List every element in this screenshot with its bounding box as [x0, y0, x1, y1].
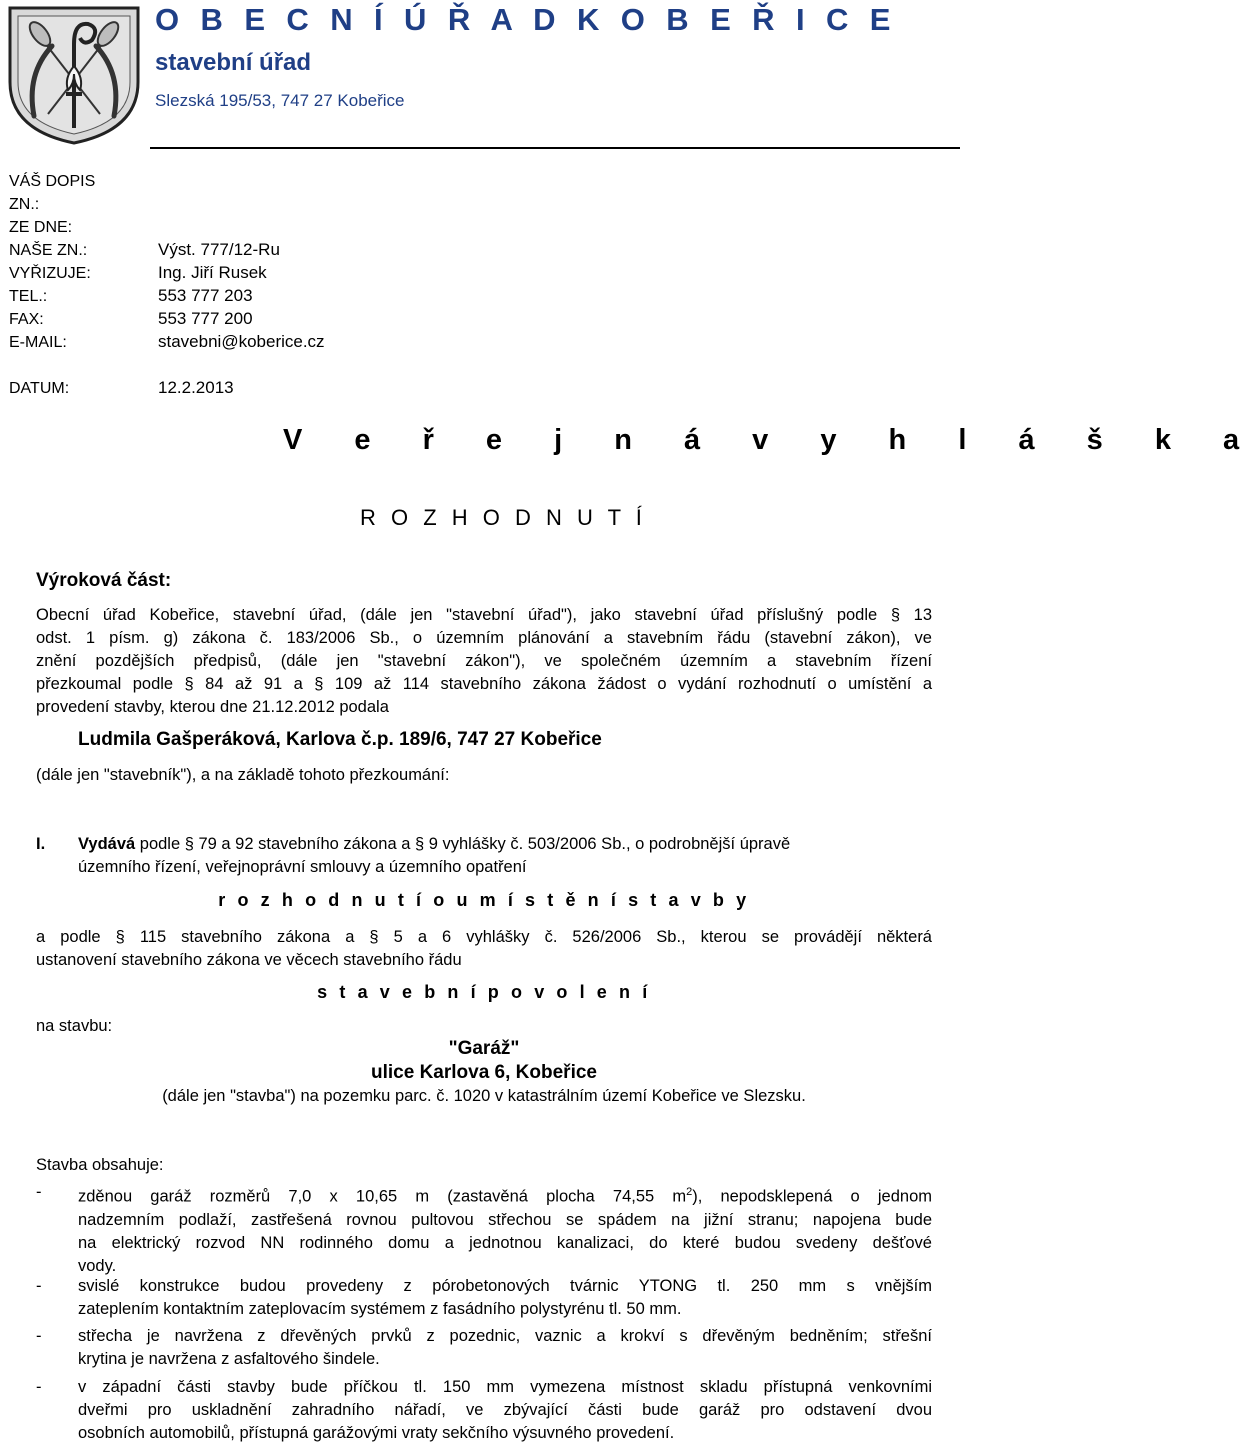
paragraph-line: vody.: [78, 1256, 117, 1275]
label-na-stavbu: na stavbu:: [36, 1017, 113, 1035]
paragraph-povoleni: [36, 926, 932, 972]
item-line-1: [78, 835, 790, 854]
office-address: Slezská 195/53, 747 27 Kobeřice: [155, 91, 405, 110]
bullet-item-walls: [78, 1275, 932, 1321]
paragraph-line: ustanovení stavebního zákona ve věcech stavebního řádu: [36, 951, 462, 969]
value-email: stavebni@koberice.cz: [158, 332, 325, 351]
bullet-text: ), nepodsklepená o jednom: [692, 1187, 932, 1206]
heading-vyrokova-cast: Výroková část:: [36, 570, 172, 591]
label-datum: DATUM:: [9, 380, 70, 397]
paragraph-intro: [36, 604, 932, 719]
label-nase-zn: NAŠE ZN.:: [9, 242, 88, 259]
superscript-2: 2: [686, 1186, 693, 1198]
label-vyrizuje: VYŘIZUJE:: [9, 265, 91, 282]
label-zn: ZN.:: [9, 196, 40, 213]
bullet-dash: -: [36, 1327, 42, 1345]
paragraph-line: krytina je navržena z asfaltového šindele.: [78, 1350, 380, 1368]
paragraph-line: Obecní úřad Kobeřice, stavební úřad, (dále jen "stavební úřad"), jako stavební úřad příslušný podle § 13: [36, 606, 932, 624]
label-ze-dne: ZE DNE:: [9, 219, 73, 236]
office-subtitle: stavební úřad: [155, 49, 312, 76]
label-tel: TEL.:: [9, 288, 48, 305]
coat-of-arms-icon: [4, 4, 144, 146]
value-nase-zn: Výst. 777/12-Ru: [158, 240, 280, 259]
value-tel: 553 777 203: [158, 286, 253, 305]
heading-rozhodnuti: R O Z H O D N U T Í: [360, 505, 647, 530]
paragraph-line: provedení stavby, kterou dne 21.12.2012 podala: [36, 698, 389, 716]
paragraph-line: přezkoumal podle § 84 až 91 a § 109 až 114 stavebního zákona žádost o vydání rozhodnutí o umístění a: [36, 675, 932, 693]
bullet-text: zděnou garáž rozměrů 7,0 x 10,65 m (zastavěná plocha 74,55 m: [78, 1187, 687, 1206]
item-number: I.: [36, 835, 46, 853]
bullet-dash: -: [36, 1277, 42, 1295]
item-line-2: územního řízení, veřejnoprávní smlouvy a územního opatření: [78, 858, 527, 876]
item-line-1-rest: podle § 79 a 92 stavebního zákona a § 9 vyhlášky č. 503/2006 Sb., o podrobnější úpravě: [135, 835, 791, 853]
paragraph-line: střecha je navržena z dřevěných prvků z pozednic, vaznic a krokví s dřevěným bedněním; střešní: [78, 1327, 932, 1345]
value-vyrizuje: Ing. Jiří Rusek: [158, 263, 267, 282]
paragraph-line: v západní části stavby bude příčkou tl. 150 mm vymezena místnost skladu přístupná venkovními: [78, 1378, 932, 1396]
applicant-name: Ludmila Gašperáková, Karlova č.p. 189/6, 747 27 Kobeřice: [78, 729, 602, 750]
heading-rozhodnuti-umisteni: r o z h o d n u t í o u m í s t ě n í s t a v b y: [218, 890, 750, 910]
office-title: O B E C N Í Ú Ř A D K O B E Ř I C E: [155, 2, 897, 37]
paragraph-line: osobních automobilů, přístupná garážovými vraty sekčního výsuvného provedení.: [78, 1424, 675, 1442]
building-name: "Garáž": [448, 1038, 520, 1059]
paragraph-line: [78, 1181, 932, 1209]
value-datum: 12.2.2013: [158, 378, 234, 397]
bullet-item-storage: [78, 1376, 932, 1445]
label-email: E-MAIL:: [9, 334, 67, 351]
label-vas-dopis: VÁŠ DOPIS: [9, 173, 96, 190]
paragraph-line: nadzemním podlaží, zastřešená rovnou pultovou střechou se spádem na jižní stranu; napojena bude: [78, 1210, 932, 1229]
paragraph-line: a podle § 115 stavebního zákona a § 5 a 6 vyhlášky č. 526/2006 Sb., kterou se provádějí některá: [36, 928, 932, 946]
paragraph-line: dveřmi pro uskladnění zahradního nářadí, ve zbývající části bude garáž pro odstavení dvou: [78, 1401, 932, 1419]
paragraph-line: svislé konstrukce budou provedeny z pórobetonových tvárnic YTONG tl. 250 mm s vnějším: [78, 1277, 932, 1295]
paragraph-line: znění pozdějších předpisů, (dále jen "stavební zákon"), ve společném územním a stavebním řízení: [36, 652, 932, 670]
header-divider: [150, 147, 960, 149]
bullet-item-roof: [78, 1325, 932, 1371]
bullet-dash: -: [36, 1183, 42, 1201]
paragraph-line: odst. 1 písm. g) zákona č. 183/2006 Sb., o územním plánování a stavebním řádu (stavební zákon), ve: [36, 629, 932, 647]
value-fax: 553 777 200: [158, 309, 253, 328]
building-street: ulice Karlova 6, Kobeřice: [371, 1062, 597, 1083]
heading-verejna-vyhlaska: V e ř e j n á v y h l á š k a: [283, 424, 1245, 456]
label-stavba-obsahuje: Stavba obsahuje:: [36, 1156, 164, 1174]
paragraph-line: zateplením kontaktním zateplovacím systémem z fasádního polystyrénu tl. 50 mm.: [78, 1300, 682, 1318]
label-fax: FAX:: [9, 311, 44, 328]
item-verb: Vydává: [78, 835, 136, 853]
bullet-dash: -: [36, 1378, 42, 1396]
heading-stavebni-povoleni: s t a v e b n í p o v o l e n í: [317, 982, 651, 1002]
building-note: (dále jen "stavba") na pozemku parc. č. 1020 v katastrálním území Kobeřice ve Slezsku.: [162, 1087, 806, 1105]
bullet-item-garage: [78, 1181, 932, 1278]
paragraph-line: na elektrický rozvod NN rodinného domu a jednotnou kanalizaci, do které budou svedeny dešťové: [78, 1233, 932, 1252]
applicant-note: (dále jen "stavebník"), a na základě tohoto přezkoumání:: [36, 766, 450, 784]
